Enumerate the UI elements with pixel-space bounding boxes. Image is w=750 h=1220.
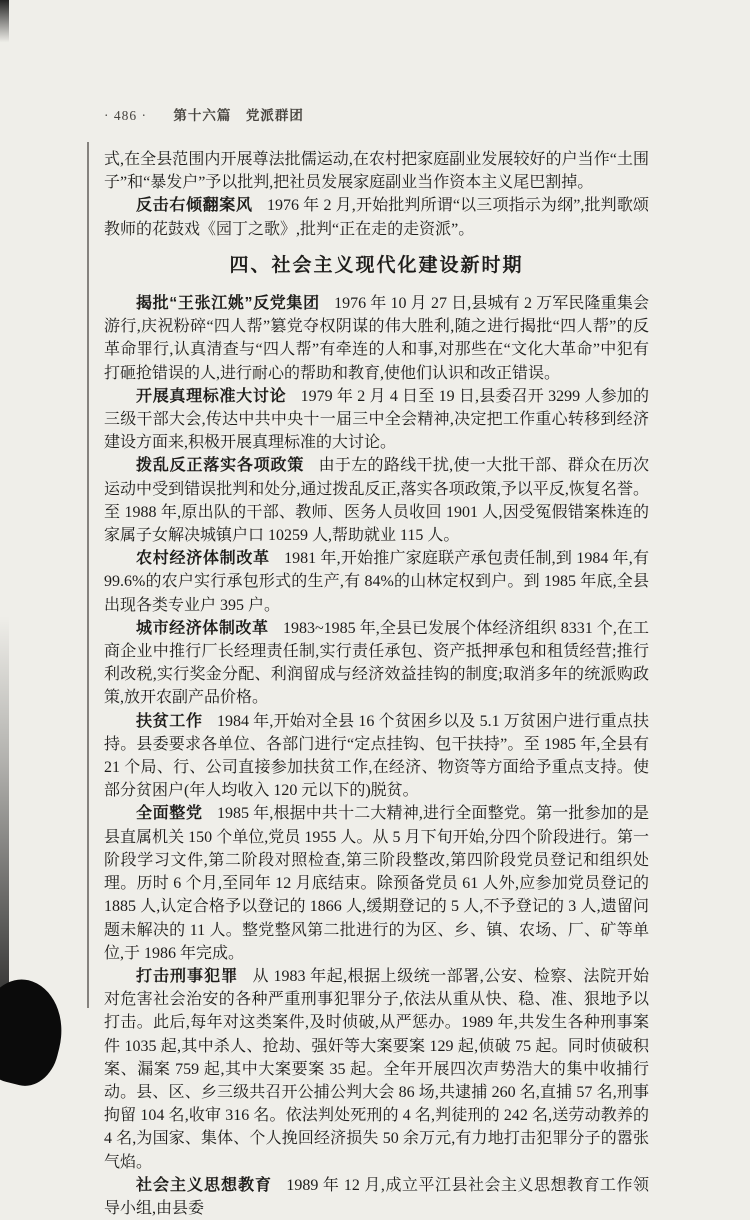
paragraph [104, 617, 649, 710]
page-body [104, 148, 649, 1220]
paragraph [104, 385, 649, 455]
paragraph: 式,在全县范围内开展尊法批儒运动,在农村把家庭副业发展较好的户当作“土围子”和“暴发户”予以批判,把社员发展家庭副业当作资本主义尾巴割掉。 [104, 151, 649, 192]
paragraph [104, 1174, 649, 1220]
paragraph-text: 1985 年,根据中共十二大精神,进行全面整党。第一批参加的是县直属机关 150 个单位,党员 1955 人。从 5 月下旬开始,分四个阶段进行。第一阶段学习文件,第二阶段对照检查,第三阶段整改,第四阶段党员登记和组织处理。历时 6 个月,至同年 12 月底结束。除预备党员 61 人外,应参加党员登记的 1885 人,认定合格予以登记的 1866 人,缓期登记的 5 人,不予登记的 3 人,遗留问题未解决的 11 人。整党整风第二批进行的为区、乡、镇、农场、厂、矿等单位,于 1986 年完成。 [104, 805, 649, 962]
paragraph-lead: 打击刑事犯罪 [136, 967, 239, 985]
paragraph [104, 292, 649, 385]
page-number: · 486 · [104, 108, 147, 123]
paragraph-text: 1981 年,开始推广家庭联产承包责任制,到 1984 年,有 99.6%的农户实行承包形式的生产,有 84%的山林定权到户。到 1985 年底,全县出现各类专业户 395 户。 [104, 550, 649, 614]
paragraph [104, 965, 649, 1174]
paragraph-text: 1976 年 10 月 27 日,县城有 2 万军民隆重集会游行,庆祝粉碎“四人帮”篡党夺权阴谋的伟大胜利,随之进行揭批“四人帮”的反革命罪行,认真清查与“四人帮”有牵连的人和事,对那些在“文化大革命”中犯有打砸抢错误的人,进行耐心的帮助和教育,使他们认识和改正错误。 [104, 295, 649, 382]
paragraph-text: 1984 年,开始对全县 16 个贫困乡以及 5.1 万贫困户进行重点扶持。县委要求各单位、各部门进行“定点挂钩、包干扶持”。至 1985 年,全县有 21 个局、行、公司直接参加扶贫工作,在经济、物资等方面给予重点支持。使部分贫困户(年人均收入 120 元以下的)脱贫。 [104, 712, 649, 800]
paragraph-text: 1989 年 12 月,成立平江县社会主义思想教育工作领导小组,由县委 [104, 1176, 649, 1217]
paragraph [104, 547, 649, 617]
paragraph [104, 194, 649, 240]
paragraph-lead: 揭批“王张江姚”反党集团 [136, 295, 320, 313]
paragraph-lead: 反击右倾翻案风 [136, 197, 253, 215]
scan-artifact-left-edge [0, 0, 9, 1062]
paragraph-lead: 城市经济体制改革 [136, 619, 269, 637]
section-heading: 四、社会主义现代化建设新时期 [229, 254, 524, 276]
paragraph-lead: 扶贫工作 [136, 712, 203, 730]
paragraph [104, 710, 649, 803]
page-content [104, 104, 649, 1220]
paragraph-lead: 全面整党 [136, 805, 203, 823]
section-label: 第十六篇 党派群团 [173, 108, 304, 123]
paragraph-lead: 开展真理标准大讨论 [136, 387, 287, 405]
paragraph [104, 454, 649, 547]
scan-artifact-corner-shadow [0, 972, 73, 1093]
scan-artifact-spine-line [87, 142, 89, 1008]
paragraph-lead: 社会主义思想教育 [136, 1176, 273, 1194]
paragraph-text: 1976 年 2 月,开始批判所谓“以三项指示为纲”,批判歌颂教师的花鼓戏《园丁之歌》,批判“正在走的走资派”。 [104, 197, 649, 238]
running-header [104, 104, 649, 124]
paragraph-lead: 农村经济体制改革 [136, 550, 270, 568]
paragraph [104, 802, 649, 964]
paragraph-text: 1979 年 2 月 4 日至 19 日,县委召开 3299 人参加的三级干部大会,传达中共中央十一届三中全会精神,决定把工作重心转移到经济建设方面来,积极开展真理标准的大讨论。 [104, 387, 649, 452]
paragraph-text: 1983~1985 年,全县已发展个体经济组织 8331 个,在工商企业中推行厂长经理责任制,实行责任承包、资产抵押承包和租赁经营;推行利改税,实行奖金分配、利润留成与经济效益挂钩的制度;取消多年的统派购政策,放开农副产品价格。 [104, 619, 649, 707]
paragraph-lead: 拨乱反正落实各项政策 [136, 457, 305, 475]
paragraph-text: 从 1983 年起,根据上级统一部署,公安、检察、法院开始对危害社会治安的各种严重刑事犯罪分子,依法从重从快、稳、准、狠地予以打击。此后,每年对这类案件,及时侦破,从严惩办。1989 年,共发生各种刑事案件 1035 起,其中杀人、抢劫、强奸等大案要案 129 起,侦破 75 起。同时侦破积案、漏案 759 起,其中大案要案 35 起。全年开展四次声势浩大的集中收捕行动。县、区、乡三级共召开公捕公判大会 86 场,共逮捕 260 名,直捕 57 名,刑事拘留 104 名,收审 316 名。依法判处死刑的 4 名,判徒刑的 242 名,送劳动教养的 4 名,为国家、集体、个人挽回经济损失 50 余万元,有力地打击犯罪分子的嚣张气焰。 [104, 967, 649, 1171]
paragraph-text: 由于左的路线干扰,使一大批干部、群众在历次运动中受到错误批判和处分,通过拨乱反正,落实各项政策,予以平反,恢复名誉。至 1988 年,原出队的干部、教师、医务人员收回 1901 人,因受冤假错案株连的家属子女解决城镇户口 10259 人,帮助就业 115 人。 [104, 457, 649, 545]
